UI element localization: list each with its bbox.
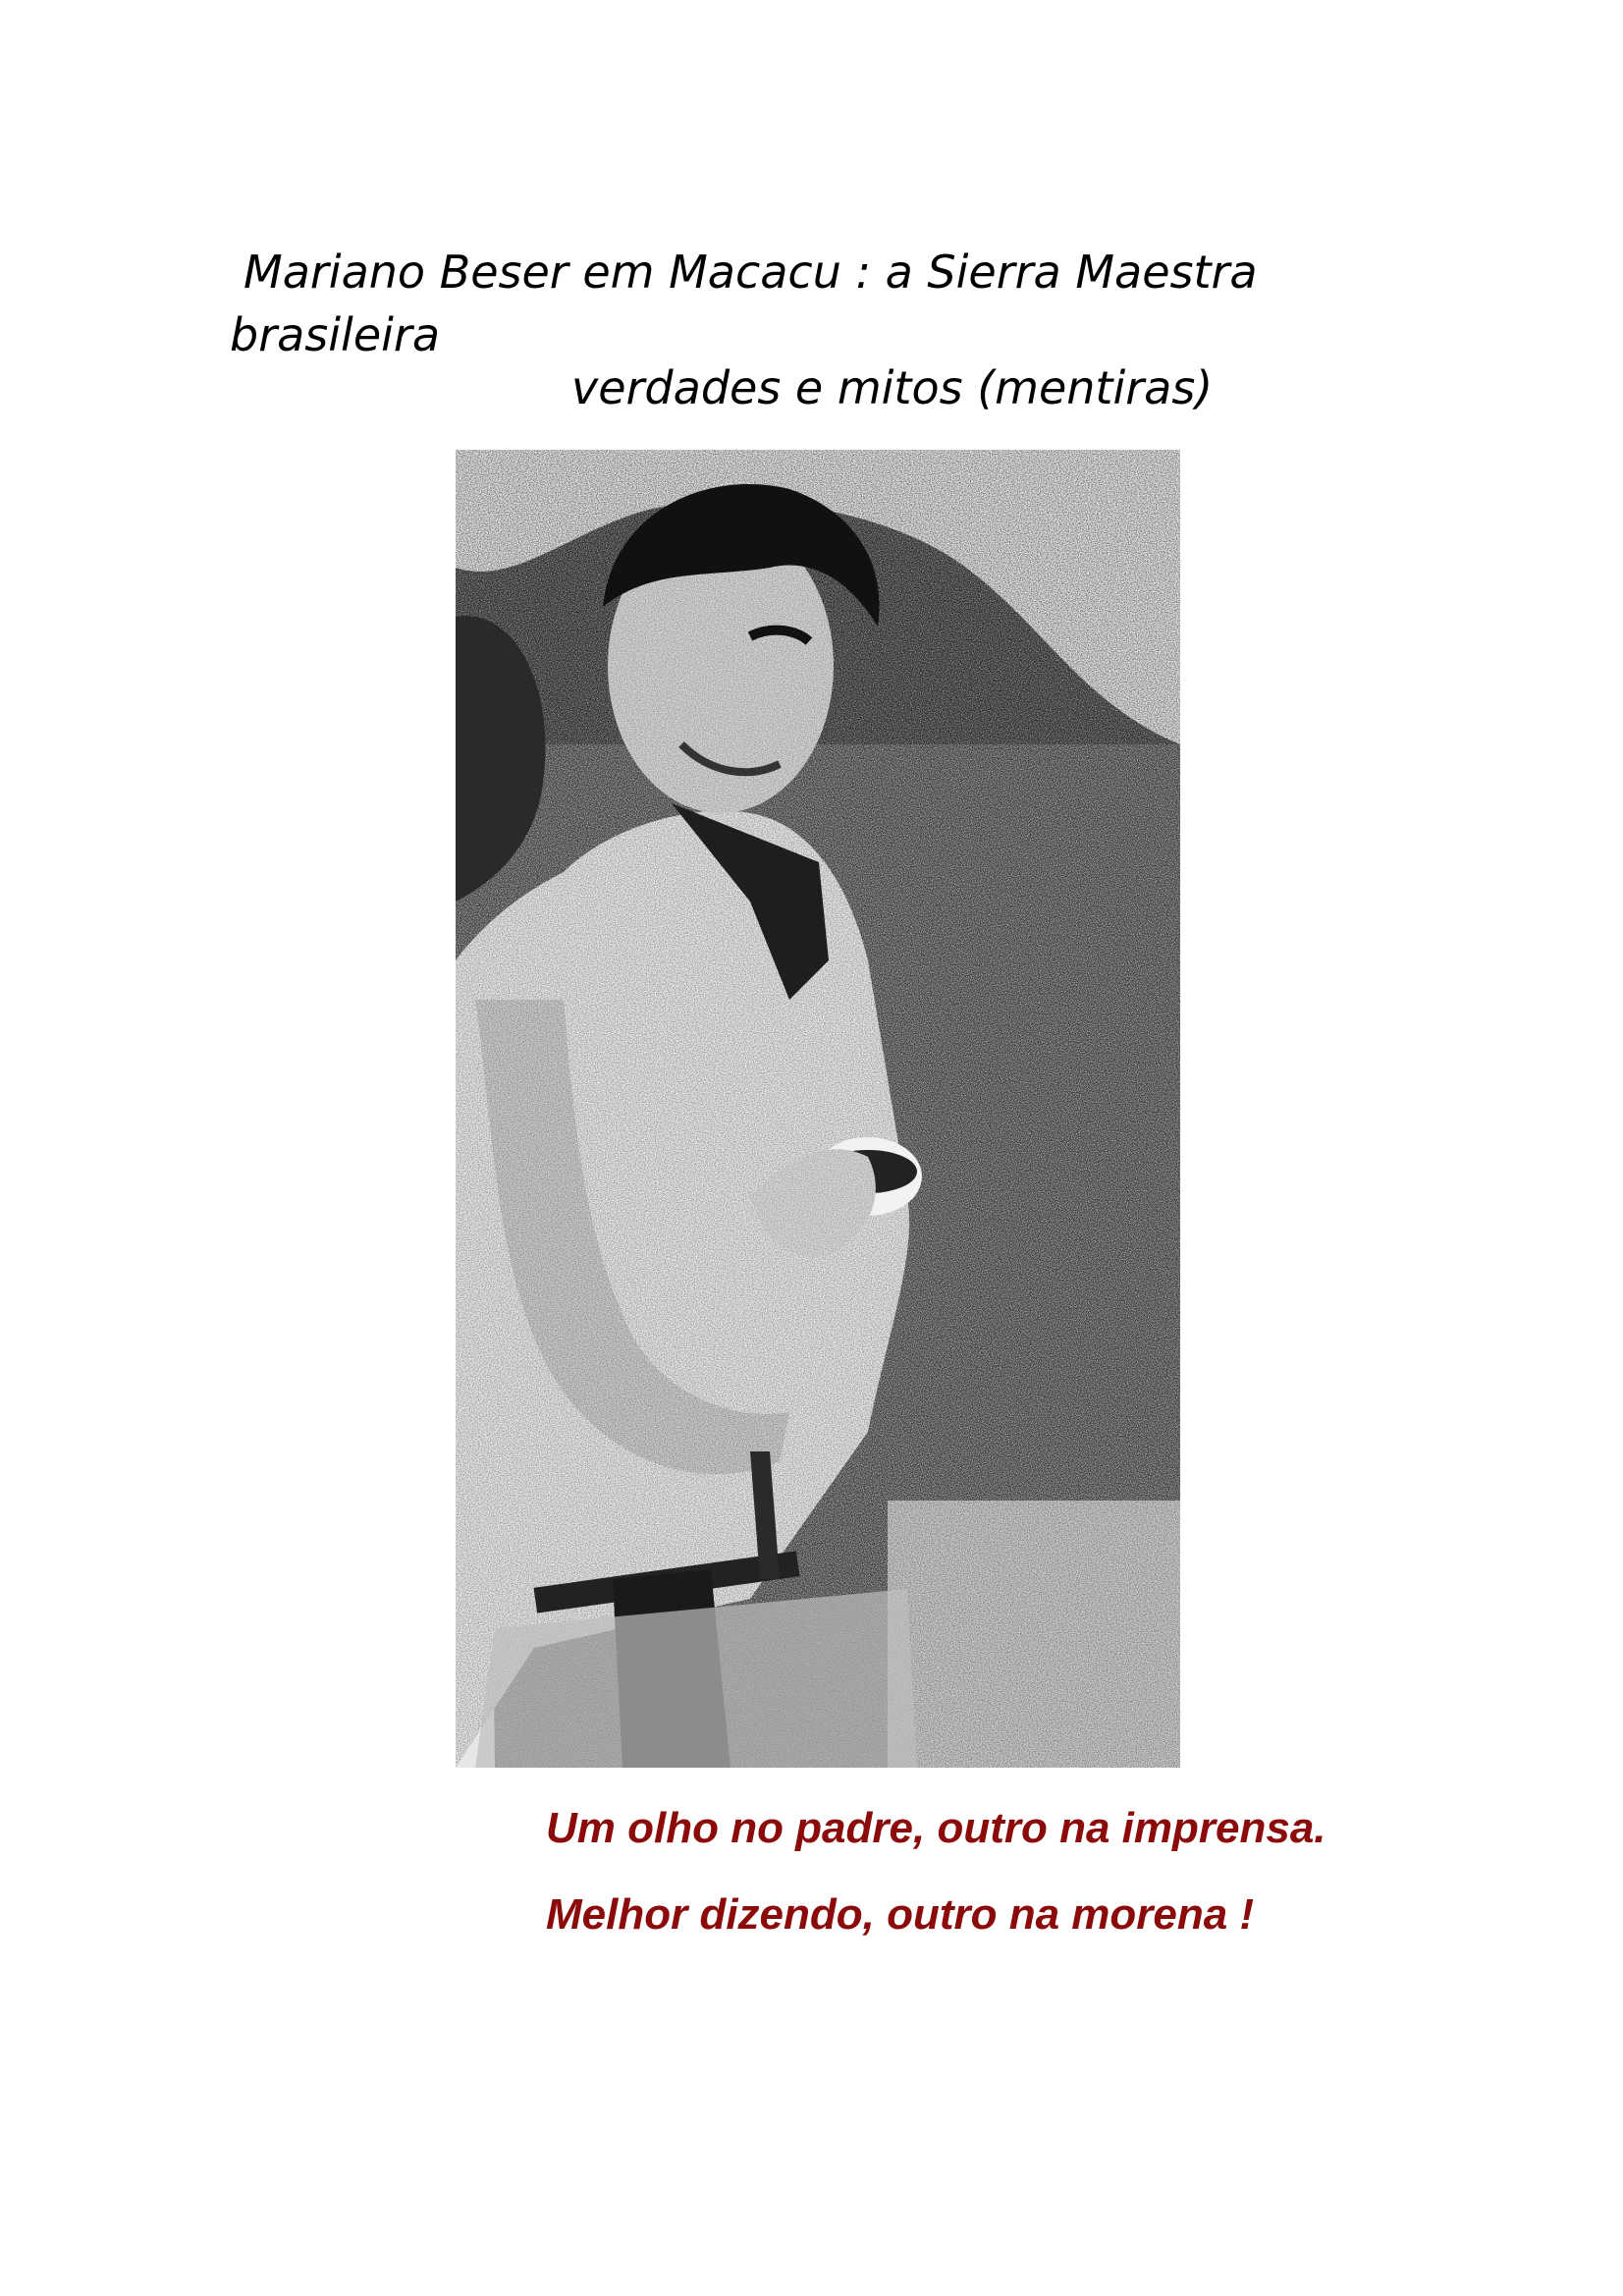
title-line-2: brasileira bbox=[230, 308, 441, 361]
caption-line-1: Um olho no padre, outro na imprensa. bbox=[546, 1804, 1326, 1852]
title-line-1: Mariano Beser em Macacu : a Sierra Maestra bbox=[243, 246, 1258, 299]
halftone-portrait-photo-icon bbox=[456, 450, 1180, 1768]
caption-line-2: Melhor dizendo, outro na morena ! bbox=[546, 1890, 1255, 1939]
portrait-photo bbox=[456, 450, 1180, 1768]
subtitle: verdades e mitos (mentiras) bbox=[571, 361, 1214, 414]
